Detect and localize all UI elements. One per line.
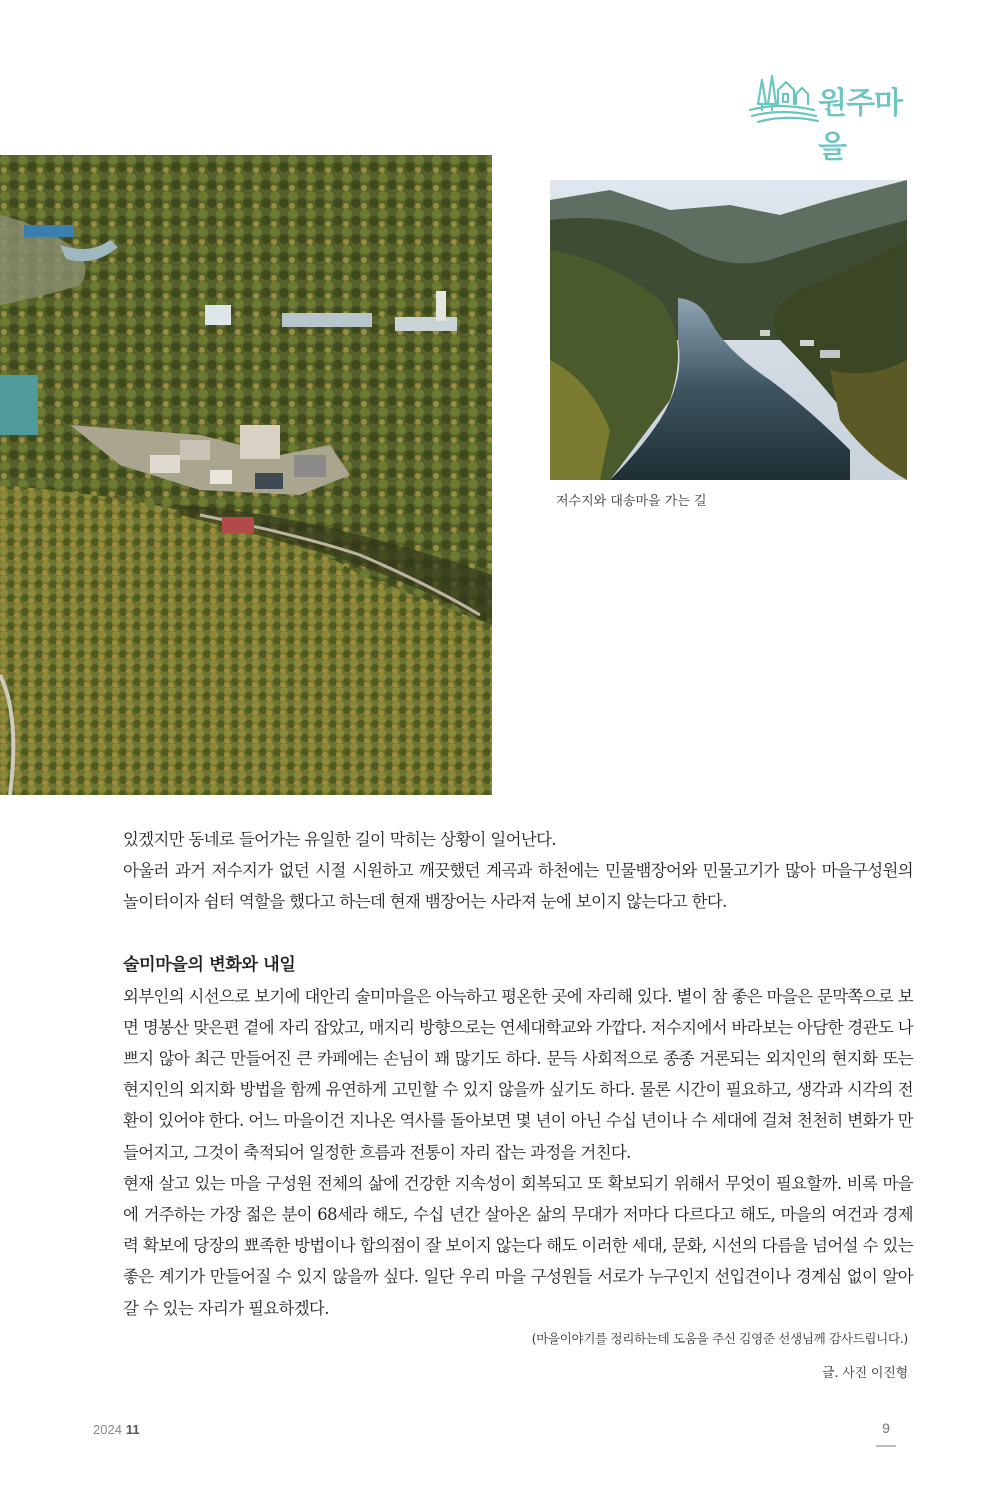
body-paragraph: 현재 살고 있는 마을 구성원 전체의 삶에 건강한 지속성이 회복되고 또 확보되기 위해서 무엇이 필요할까. 비록 마을에 거주하는 가장 젊은 분이 68세라 해도, 수십 년간 살아온 삶의 무대가 저마다 다르다고 해도, 마을의 여건과 경제력 확보에 당장의 뾰족한 방법이나 합의점이 잘 보이지 않는다 해도 이러한 세대, 문화, 시선의 다름을 넘어설 수 있는 좋은 계기가 만들어질 수 있지 않을까 싶다. 일단 우리 마을 구성원들 서로가 누구인지 선입견이나 경계심 없이 알아갈 수 있는 자리가 필요하겠다. xyxy=(123,1173,913,1318)
reservoir-photo xyxy=(550,180,907,480)
page-number: 9 xyxy=(882,1420,890,1436)
author-credit: 글. 사진 이진형 xyxy=(822,1366,908,1381)
page-number-rule xyxy=(876,1445,896,1447)
issue-month: 11 xyxy=(125,1422,140,1437)
acknowledgement: (마을이야기를 정리하는데 도움을 주신 김영준 선생님께 감사드립니다.) xyxy=(531,1331,908,1346)
brand-logo-text: 원주마을 xyxy=(818,86,902,165)
issue-year: 2024 xyxy=(93,1422,122,1437)
article-body xyxy=(123,824,913,1324)
issue-date xyxy=(93,1422,140,1437)
section-title: 술미마을의 변화와 내일 xyxy=(123,954,296,975)
photo-caption: 저수지와 대송마을 가는 길 xyxy=(556,494,707,509)
body-paragraph: 아울러 과거 저수지가 없던 시절 시원하고 깨끗했던 계곡과 하천에는 민물뱀장어와 민물고기가 많아 마을구성원의 놀이터이자 쉼터 역할을 했다고 하는데 현재 뱀장어는 사라져 눈에 보이지 않는다고 한다. xyxy=(123,861,913,912)
brand-logo xyxy=(748,66,916,165)
body-paragraph: 외부인의 시선으로 보기에 대안리 술미마을은 아늑하고 평온한 곳에 자리해 있다. 볕이 참 좋은 마을은 문막쪽으로 보면 명봉산 맞은편 곁에 자리 잡았고, 매지리 방향으로는 연세대학교와 가깝다. 저수지에서 바라보는 아담한 경관도 나쁘지 않아 최근 만들어진 큰 카페에는 손님이 꽤 많기도 하다. 문득 사회적으로 종종 거론되는 외지인의 현지화 또는 현지인의 외지화 방법을 함께 유연하게 고민할 수 있지 않을까 싶기도 하다. 물론 시간이 필요하고, 생각과 시각의 전환이 있어야 한다. 어느 마을이건 지나온 역사를 돌아보면 몇 년이 아닌 수십 년이나 수 세대에 걸쳐 천천히 변화가 만들어지고, 그것이 축적되어 일정한 흐름과 전통이 자리 잡는 과정을 거친다. xyxy=(123,986,913,1162)
body-paragraph: 있겠지만 동네로 들어가는 유일한 길이 막히는 상황이 일어난다. xyxy=(123,830,556,849)
aerial-village-photo xyxy=(0,155,492,795)
